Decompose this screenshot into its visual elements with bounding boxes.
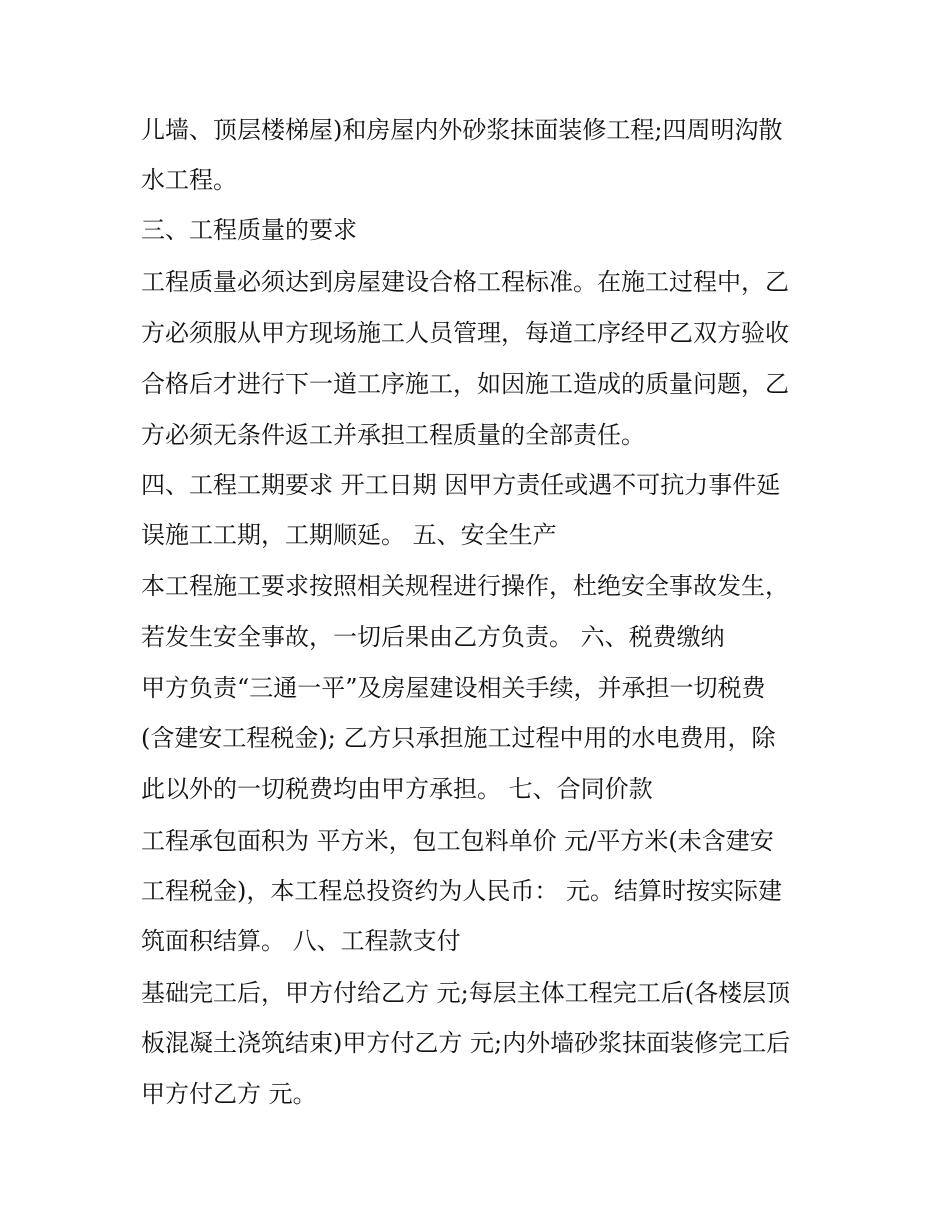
text-line: 方必须无条件返工并承担工程质量的全部责任。: [141, 421, 645, 449]
text-line: 方必须服从甲方现场施工人员管理，每道工序经甲乙双方验收: [141, 319, 789, 347]
text-line: 四、工程工期要求 开工日期 因甲方责任或遇不可抗力事件延: [141, 471, 781, 499]
text-line: 若发生安全事故，一切后果由乙方负责。 六、税费缴纳: [141, 623, 725, 651]
text-line: 儿墙、顶层楼梯屋)和房屋内外砂浆抹面装修工程;四周明沟散: [141, 116, 783, 144]
text-line: 甲方付乙方 元。: [141, 1080, 317, 1108]
text-line: 合格后才进行下一道工序施工，如因施工造成的质量问题，乙: [141, 370, 789, 398]
text-line: 工程承包面积为 平方米，包工包料单价 元/平方米(未含建安: [141, 827, 774, 855]
section-heading-quality: 三、工程质量的要求: [141, 216, 357, 244]
text-line: 本工程施工要求按照相关规程进行操作，杜绝安全事故发生，: [141, 572, 789, 600]
text-line: 工程质量必须达到房屋建设合格工程标准。在施工过程中，乙: [141, 268, 789, 296]
text-line: 板混凝土浇筑结束)甲方付乙方 元;内外墙砂浆抹面装修完工后: [141, 1029, 791, 1057]
text-line: 甲方负责“三通一平”及房屋建设相关手续，并承担一切税费: [141, 674, 766, 702]
text-line: 误施工工期，工期顺延。 五、安全生产: [141, 521, 557, 549]
text-line: 此以外的一切税费均由甲方承担。 七、合同价款: [141, 775, 653, 803]
text-line: 工程税金)，本工程总投资约为人民币： 元。结算时按实际建: [141, 877, 782, 905]
text-line: 水工程。: [141, 166, 237, 194]
text-line: 筑面积结算。 八、工程款支付: [141, 927, 461, 955]
text-line: (含建安工程税金); 乙方只承担施工过程中用的水电费用，除: [141, 724, 776, 752]
text-line: 基础完工后，甲方付给乙方 元;每层主体工程完工后(各楼层顶: [141, 979, 791, 1007]
